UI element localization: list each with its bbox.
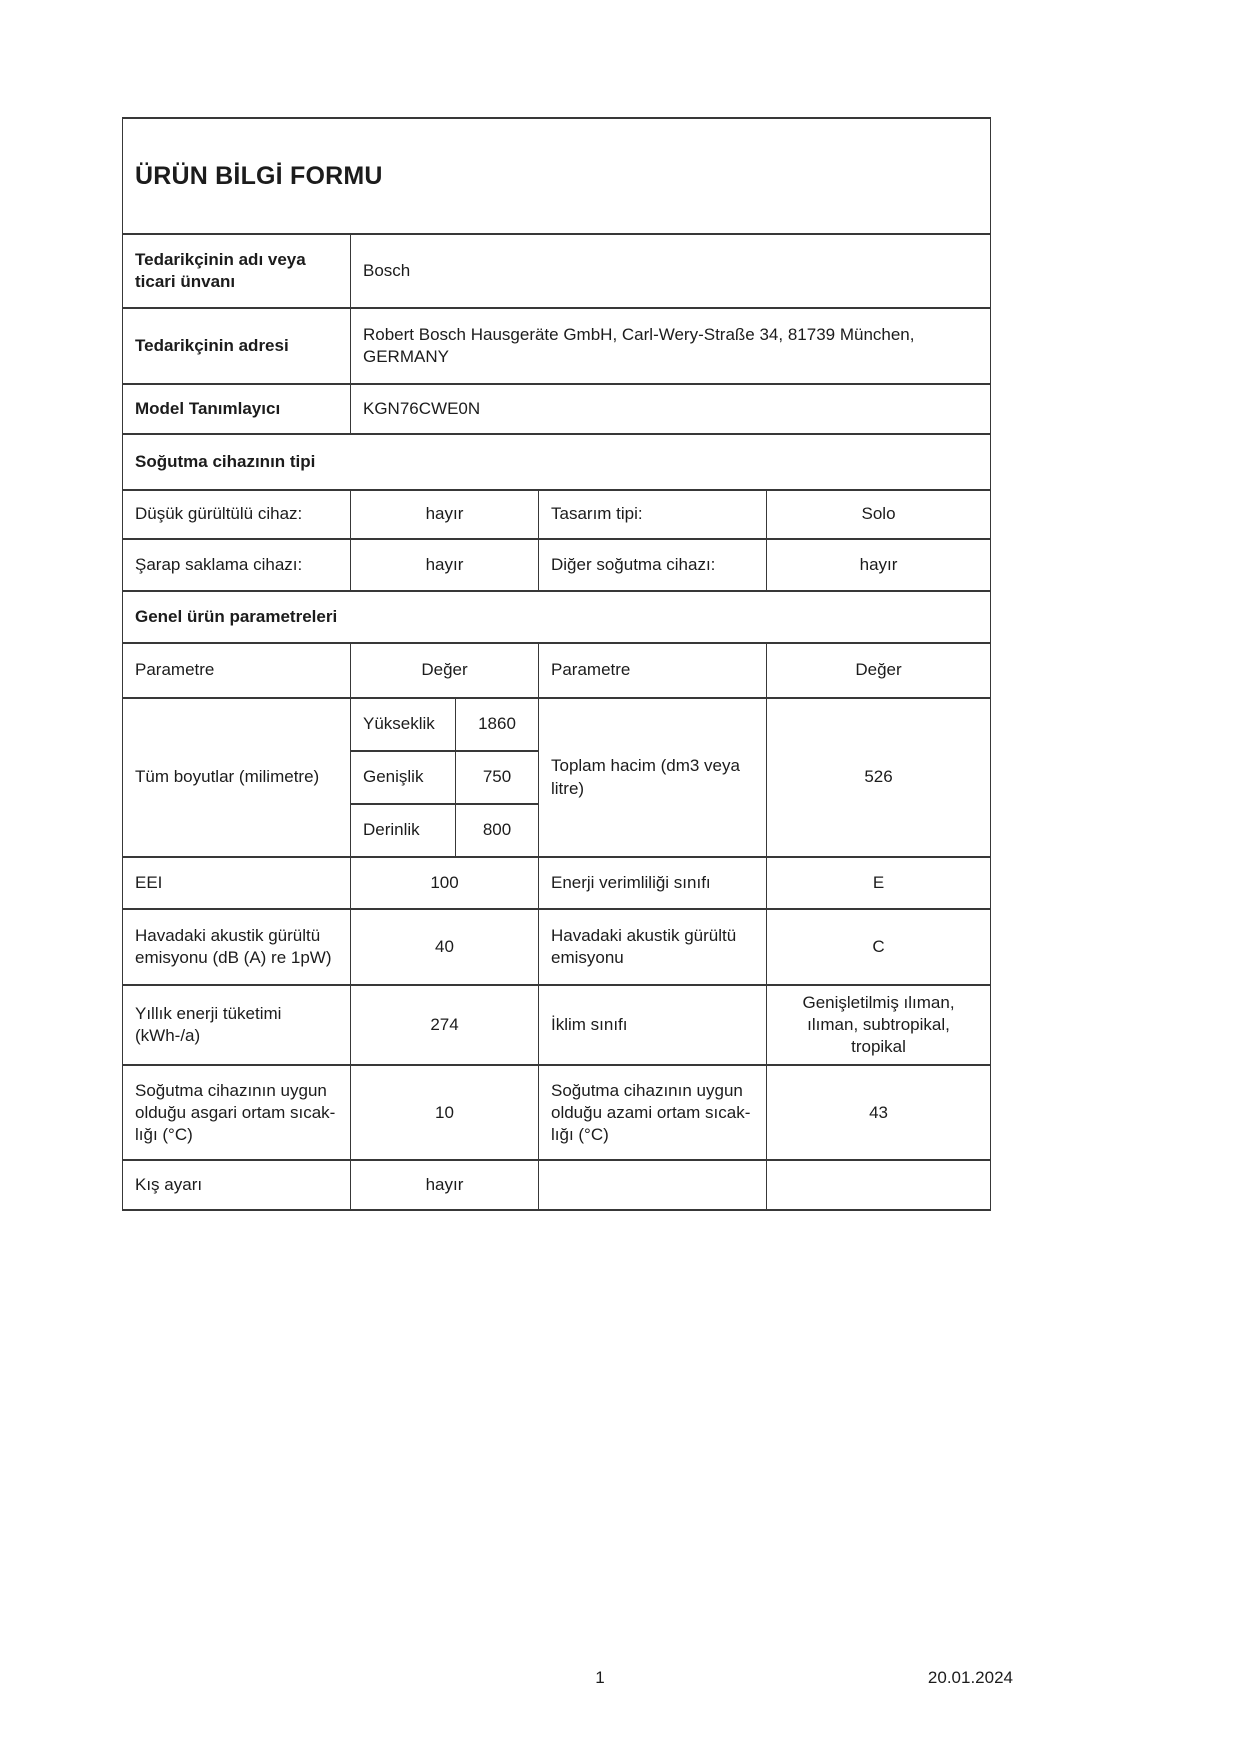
dimension-value: 800 xyxy=(456,804,539,857)
param-label: Düşük gürültülü cihaz: xyxy=(123,490,351,539)
cooling-type-section-header: Soğutma cihazının tipi xyxy=(123,434,991,490)
param-label: Şarap saklama cihazı: xyxy=(123,539,351,591)
param-value: E xyxy=(767,857,991,909)
supplier-name-value: Bosch xyxy=(351,234,991,308)
total-volume-label: Toplam hacim (dm3 veya litre) xyxy=(539,698,767,857)
supplier-name-label: Tedarikçinin adı veya ticari ünvanı xyxy=(123,234,351,308)
param-label: Diğer soğutma cihazı: xyxy=(539,539,767,591)
product-info-table xyxy=(122,117,991,1211)
general-params-section-row xyxy=(123,591,991,643)
param-value: hayır xyxy=(351,539,539,591)
param-label: Kış ayarı xyxy=(123,1160,351,1210)
supplier-address-value: Robert Bosch Hausgeräte GmbH, Carl-Wery-Straße 34, 81739 München, GERMANY xyxy=(351,308,991,384)
column-header-param: Parametre xyxy=(123,643,351,698)
param-value: C xyxy=(767,909,991,985)
param-label: Soğutma cihazının uygun olduğu asgari ortam sıcak-lığı (°C) xyxy=(123,1065,351,1160)
cooling-type-section-row xyxy=(123,434,991,490)
table-row xyxy=(123,539,991,591)
param-label: Enerji verimliliği sınıfı xyxy=(539,857,767,909)
dimension-name: Genişlik xyxy=(351,751,456,804)
param-value: hayır xyxy=(351,490,539,539)
param-label xyxy=(539,1160,767,1210)
title-row xyxy=(123,118,991,234)
supplier-address-row xyxy=(123,308,991,384)
dimension-name: Derinlik xyxy=(351,804,456,857)
supplier-name-row xyxy=(123,234,991,308)
table-row xyxy=(123,1160,991,1210)
model-identifier-row xyxy=(123,384,991,434)
dimension-value: 1860 xyxy=(456,698,539,751)
param-value: Genişletilmiş ılıman, ılıman, subtropikal, tropikal xyxy=(767,985,991,1065)
param-label: Soğutma cihazının uygun olduğu azami ortam sıcak-lığı (°C) xyxy=(539,1065,767,1160)
page-title: ÜRÜN BİLGİ FORMU xyxy=(123,118,991,234)
param-value: 274 xyxy=(351,985,539,1065)
column-header-value: Değer xyxy=(767,643,991,698)
param-value: 100 xyxy=(351,857,539,909)
general-params-section-header: Genel ürün parametreleri xyxy=(123,591,991,643)
table-row xyxy=(123,1065,991,1160)
param-label: Havadaki akustik gürültü emisyonu (dB (A) re 1pW) xyxy=(123,909,351,985)
supplier-address-label: Tedarikçinin adresi xyxy=(123,308,351,384)
param-value: 40 xyxy=(351,909,539,985)
column-header-value: Değer xyxy=(351,643,539,698)
total-volume-value: 526 xyxy=(767,698,991,857)
dimensions-row-height xyxy=(123,698,991,751)
dimensions-label: Tüm boyutlar (milimetre) xyxy=(123,698,351,857)
model-identifier-value: KGN76CWE0N xyxy=(351,384,991,434)
param-value: 43 xyxy=(767,1065,991,1160)
dimension-value: 750 xyxy=(456,751,539,804)
column-header-param: Parametre xyxy=(539,643,767,698)
table-row xyxy=(123,985,991,1065)
param-value: hayır xyxy=(351,1160,539,1210)
param-value: hayır xyxy=(767,539,991,591)
param-value xyxy=(767,1160,991,1210)
model-identifier-label: Model Tanımlayıcı xyxy=(123,384,351,434)
param-label: Tasarım tipi: xyxy=(539,490,767,539)
table-row xyxy=(123,857,991,909)
param-label: İklim sınıfı xyxy=(539,985,767,1065)
dimension-name: Yükseklik xyxy=(351,698,456,751)
param-value: Solo xyxy=(767,490,991,539)
footer-page-number: 1 xyxy=(595,1668,605,1687)
column-header-row xyxy=(123,643,991,698)
param-label: Yıllık enerji tüketimi (kWh-/a) xyxy=(123,985,351,1065)
param-label: Havadaki akustik gürültü emisyonu xyxy=(539,909,767,985)
table-row xyxy=(123,490,991,539)
footer-date: 20.01.2024 xyxy=(927,1668,1013,1687)
table-row xyxy=(123,909,991,985)
param-label: EEI xyxy=(123,857,351,909)
param-value: 10 xyxy=(351,1065,539,1160)
